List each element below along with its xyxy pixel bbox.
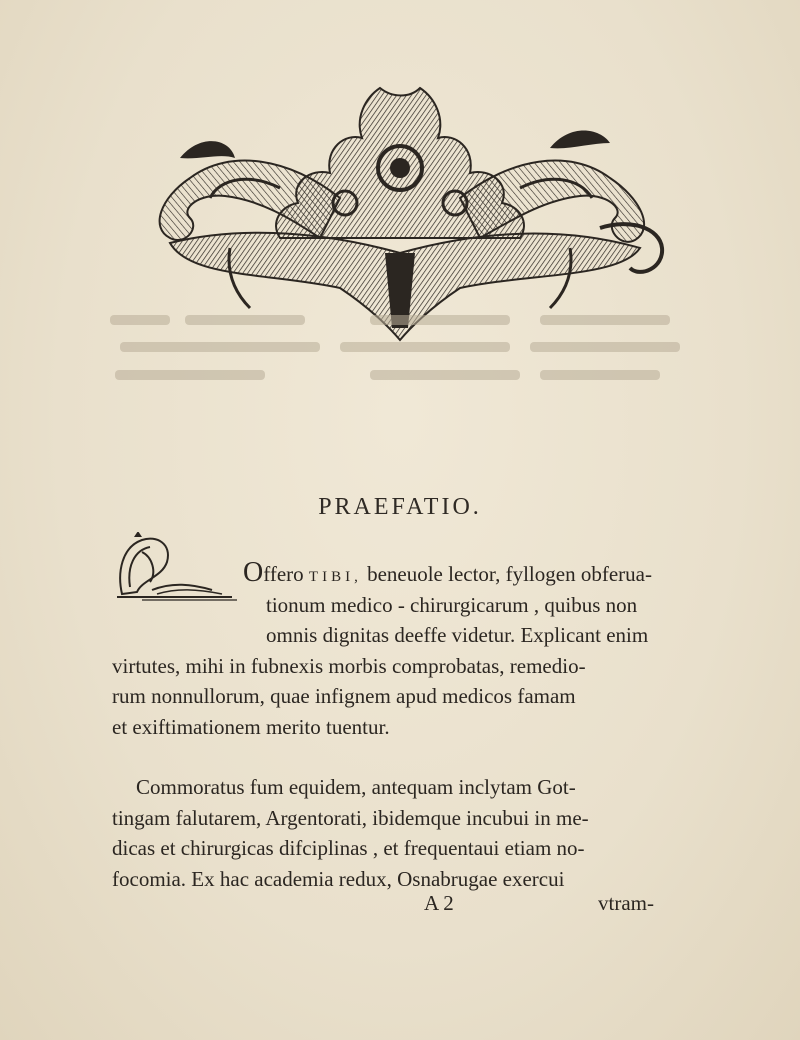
paragraph-1-line-1 — [243, 558, 652, 593]
paragraph-1-line-2: tionum medico - chirurgicarum , quibus non — [266, 593, 638, 617]
paragraph-2-line-1: Commoratus fum equidem, antequam inclytam Got- — [136, 775, 576, 799]
ornamental-headpiece — [130, 78, 670, 348]
line-1-smallcaps: TIBI, — [308, 569, 362, 585]
initial-letter: O — [243, 557, 264, 588]
page-title: PRAEFATIO. — [318, 494, 482, 520]
paragraph-1-line-5: rum nonnullorum, quae infignem apud medicos famam — [112, 684, 576, 708]
paragraph-1-line-4: virtutes, mihi in fubnexis morbis comprobatas, remedio- — [112, 654, 586, 678]
paragraph-2-line-4: focomia. Ex hac academia redux, Osnabrugae exercui — [112, 867, 565, 891]
signature-mark: A 2 — [424, 891, 454, 915]
paragraph-1-line-6: et exiftimationem merito tuentur. — [112, 715, 390, 739]
paragraph-2-line-3: dicas et chirurgicas difciplinas , et frequentaui etiam no- — [112, 836, 585, 860]
decorated-initial-ornament — [112, 532, 242, 602]
catchword: vtram- — [598, 891, 654, 915]
line-1-word-1: ffero — [263, 562, 304, 586]
line-1-rest: beneuole lector, fyllogen obferua- — [367, 562, 652, 586]
show-through-text — [110, 310, 690, 400]
paragraph-2-line-2: tingam falutarem, Argentorati, ibidemque incubui in me- — [112, 806, 589, 830]
paragraph-1-line-3: omnis dignitas deeffe videtur. Explicant enim — [266, 623, 649, 647]
